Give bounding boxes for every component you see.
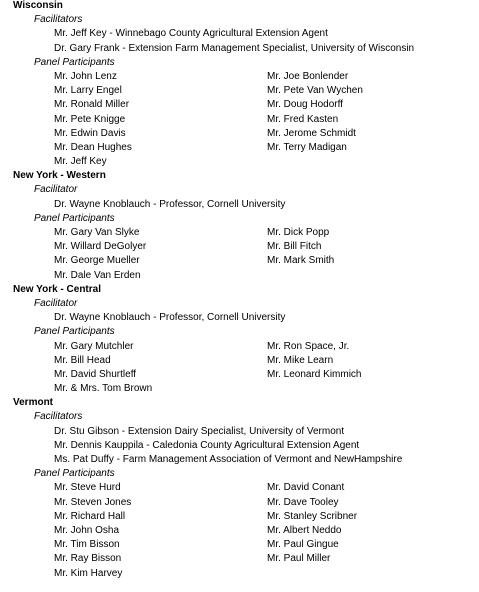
participant-entry: Mr. Ron Space, Jr. — [267, 340, 350, 352]
panel-participants-list — [54, 340, 479, 397]
participant-entry: Mr. Dave Tooley — [267, 496, 339, 508]
participant-entry: Mr. Richard Hall — [54, 510, 126, 522]
section-new-york-western — [13, 169, 479, 283]
participant-entry: Mr. Willard DeGolyer — [54, 241, 147, 253]
participant-entry: Mr. Pete Knigge — [54, 113, 126, 125]
participant-list — [13, 0, 479, 581]
participant-entry: Mr. Mike Learn — [267, 354, 334, 366]
participant-entry: Mr. Larry Engel — [54, 85, 122, 97]
section-wisconsin — [13, 0, 479, 169]
participant-entry: Mr. Stanley Scribner — [267, 510, 358, 522]
facilitators-label: Facilitators — [34, 411, 83, 423]
participant-entry: Mr. Leonard Kimmich — [267, 368, 362, 380]
state-heading: Wisconsin — [13, 0, 63, 11]
facilitator-entry: Dr. Stu Gibson - Extension Dairy Specialist, University of Vermont — [54, 425, 345, 437]
participant-entry: Mr. Bill Fitch — [267, 241, 322, 253]
section-new-york-central — [13, 283, 479, 397]
participant-entry: Mr. Tim Bisson — [54, 539, 120, 551]
participant-entry: Mr. George Mueller — [54, 255, 140, 267]
facilitator-entry: Dr. Gary Frank - Extension Farm Management Specialist, University of Wisconsin — [54, 42, 415, 54]
participant-entry: Mr. Steve Hurd — [54, 482, 121, 494]
participant-entry: Mr. Dale Van Erden — [54, 269, 141, 281]
participant-entry: Mr. Joe Bonlender — [267, 70, 349, 82]
participant-entry: Mr. Gary Mutchler — [54, 340, 134, 352]
facilitators-label: Facilitator — [34, 184, 78, 196]
participant-entry: Mr. Jerome Schmidt — [267, 127, 356, 139]
participant-entry: Mr. David Conant — [267, 482, 345, 494]
participant-entry: Mr. John Osha — [54, 524, 120, 536]
panel-participants-label: Panel Participants — [34, 326, 115, 338]
participant-entry: Mr. Doug Hodorff — [267, 99, 343, 111]
participant-entry: Mr. Dick Popp — [267, 227, 330, 238]
participant-entry: Mr. Terry Madigan — [267, 141, 347, 153]
participant-entry: Mr. Steven Jones — [54, 496, 132, 508]
facilitator-entry: Mr. Jeff Key - Winnebago County Agricultural Extension Agent — [54, 28, 328, 40]
state-heading: New York - Western — [13, 170, 106, 182]
panel-participants-label: Panel Participants — [34, 468, 115, 480]
participant-entry: Mr. Ronald Miller — [54, 99, 130, 111]
participant-entry: Mr. Paul Miller — [267, 553, 331, 565]
participant-entry: Mr. David Shurtleff — [54, 368, 137, 380]
section-vermont — [13, 396, 479, 580]
participant-entry: Mr. Bill Head — [54, 354, 111, 366]
participant-entry: Mr. Edwin Davis — [54, 127, 126, 139]
participant-entry: Mr. Jeff Key — [54, 156, 107, 168]
facilitator-entry: Dr. Wayne Knoblauch - Professor, Cornell University — [54, 198, 286, 210]
panel-participants-label: Panel Participants — [34, 56, 115, 68]
panel-participants-list — [54, 481, 479, 580]
participant-entry: Mr. Ray Bisson — [54, 553, 122, 565]
participant-entry: Mr. Fred Kasten — [267, 113, 339, 125]
participant-entry: Mr. Gary Van Slyke — [54, 227, 140, 238]
participant-entry: Mr. Dean Hughes — [54, 141, 132, 153]
facilitator-entry: Dr. Wayne Knoblauch - Professor, Cornell University — [54, 312, 286, 324]
participant-entry: Mr. Pete Van Wychen — [267, 85, 363, 97]
participant-entry: Mr. John Lenz — [54, 70, 117, 82]
panel-participants-list — [54, 226, 479, 283]
facilitator-entry: Ms. Pat Duffy - Farm Management Association of Vermont and NewHampshire — [54, 454, 403, 465]
participant-entry: Mr. Paul Gingue — [267, 539, 339, 551]
state-heading: New York - Central — [13, 283, 101, 295]
participant-entry: Mr. & Mrs. Tom Brown — [54, 383, 153, 395]
facilitators-label: Facilitator — [34, 297, 78, 309]
participant-entry: Mr. Kim Harvey — [54, 567, 123, 579]
state-heading: Vermont — [13, 397, 54, 409]
facilitators-label: Facilitators — [34, 14, 83, 26]
participant-entry: Mr. Mark Smith — [267, 255, 335, 267]
panel-participants-list — [54, 70, 479, 169]
panel-participants-label: Panel Participants — [34, 212, 115, 224]
participant-entry: Mr. Albert Neddo — [267, 524, 342, 536]
facilitator-entry: Mr. Dennis Kauppila - Caledonia County Agricultural Extension Agent — [54, 439, 360, 451]
